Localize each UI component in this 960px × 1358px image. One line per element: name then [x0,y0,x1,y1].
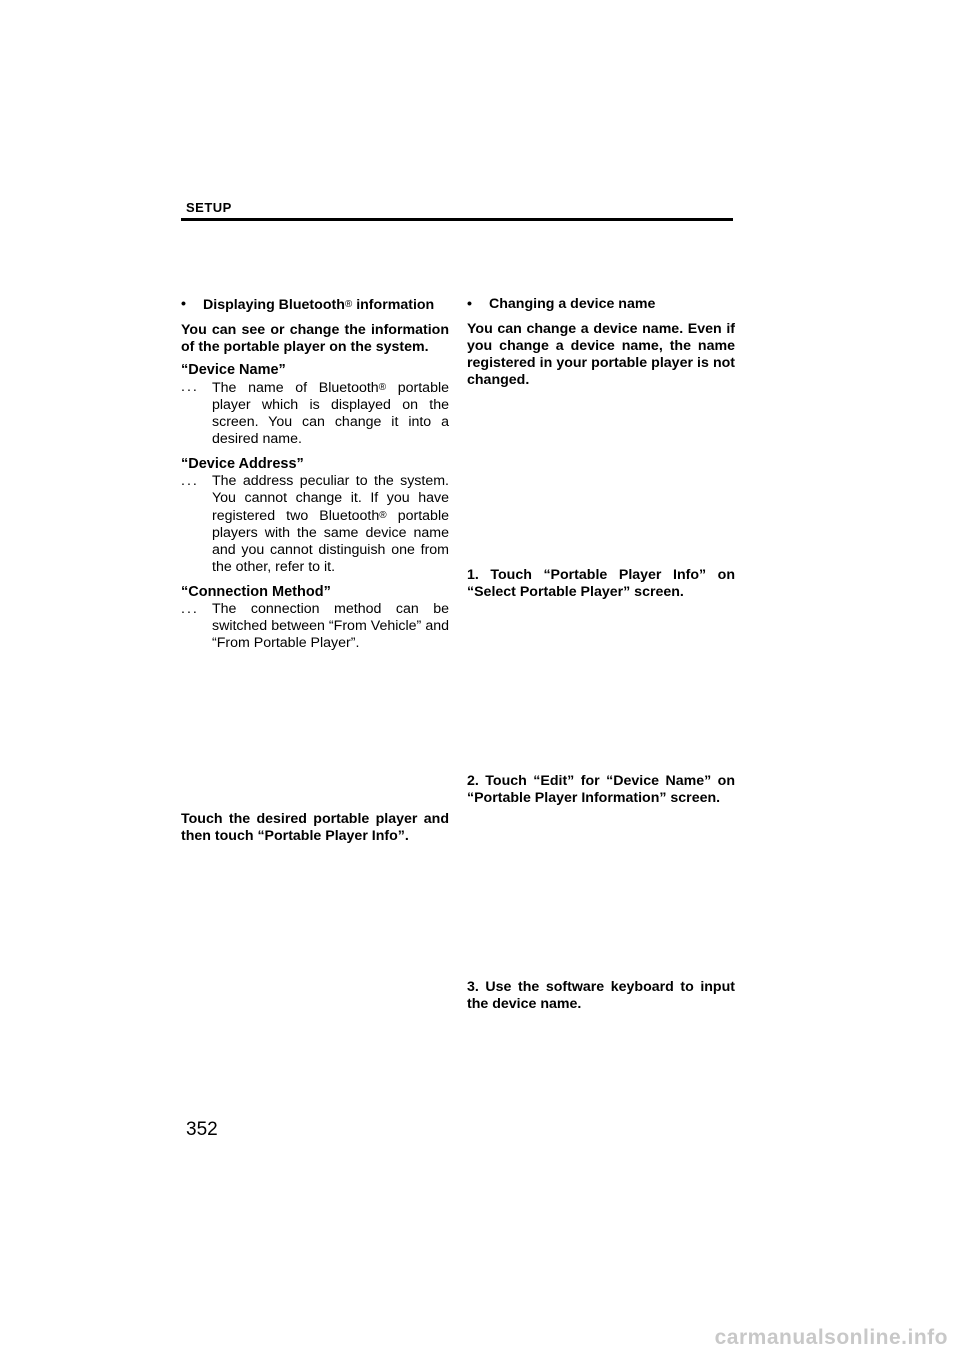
right-column [467,296,735,1013]
header-rule [181,218,733,221]
bluetooth-info-heading: • Displaying Bluetooth® information [181,296,435,313]
section-header: SETUP [186,200,232,215]
registered-mark: ® [378,382,387,393]
watermark: carmanualsonline.info [714,1326,948,1349]
term-device-address: “Device Address” [181,456,304,472]
left-column [181,296,449,845]
page-number: 352 [186,1119,218,1140]
registered-mark: ® [379,510,387,521]
leader-dots: ... [181,601,199,617]
left-instruction: Touch the desired portable player and then touch “Portable Player Info”. [181,811,449,844]
step-2: 2. Touch “Edit” for “Device Name” on “Portable Player Information” screen. [467,773,735,806]
definition-device-address: ... The address peculiar to the system. You cannot change it. If you have registered two Bluetooth® portable players with the same device name and you cannot distinguish one from the other, refer to it. [181,473,449,575]
bluetooth-info-intro: You can see or change the information of the portable player on the system. [181,322,449,355]
change-name-heading: • Changing a device name [467,296,656,312]
leader-dots: ... [181,473,199,489]
step-3: 3. Use the software keyboard to input the device name. [467,979,735,1012]
bullet-icon: • [181,296,186,312]
term-connection-method: “Connection Method” [181,584,331,600]
change-name-intro: You can change a device name. Even if you change a device name, the name registered in your portable player is not changed. [467,321,735,388]
leader-dots: ... [181,379,199,395]
bullet-icon: • [467,296,472,312]
registered-mark: ® [344,299,353,310]
definition-device-name: ... The name of Bluetooth® portable player which is displayed on the screen. You can change it into a desired name. [181,379,450,447]
term-device-name: “Device Name” [181,362,286,378]
step-1: 1. Touch “Portable Player Info” on “Select Portable Player” screen. [467,567,735,600]
definition-connection-method: ... The connection method can be switched between “From Vehicle” and “From Portable Player”. [181,601,449,651]
